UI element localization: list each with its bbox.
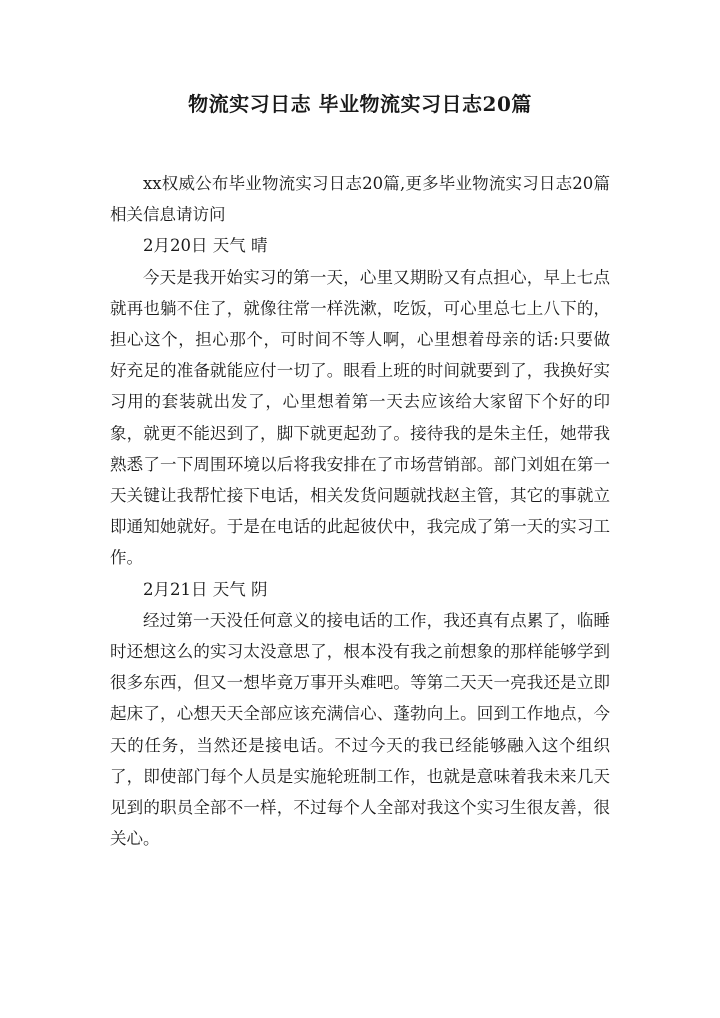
entry-paragraph: 今天是我开始实习的第一天，心里又期盼又有点担心，早上七点就再也躺不住了，就像往常一样洗漱，吃饭，可心里总七上八下的，担心这个，担心那个，可时间不等人啊，心里想着母亲的话:只要做好充足的准备就能应付一切了。眼看上班的时间就要到了，我换好实习用的套装就出发了，心里想着第一天去应该给大家留下个好的印象，就更不能迟到了，脚下就更起劲了。接待我的是朱主任，她带我熟悉了一下周围环境以后将我安排在了市场营销部。部门刘姐在第一天关键让我帮忙接下电话，相关发货问题就找赵主管，其它的事就立即通知她就好。于是在电话的此起彼伏中，我完成了第一天的实习工作。 xyxy=(110,267,610,568)
intro-paragraph: xx权威公布毕业物流实习日志20篇,更多毕业物流实习日志20篇相关信息请访问 xyxy=(110,174,610,225)
entry-date: 2月21日 天气 阴 xyxy=(143,579,268,599)
page-title: 物流实习日志 毕业物流实习日志20篇 xyxy=(188,92,532,116)
entry-paragraph: 经过第一天没任何意义的接电话的工作，我还真有点累了，临睡时还想这么的实习太没意思了，根本没有我之前想象的那样能够学到很多东西，但又一想毕竟万事开头难吧。等第二天天一亮我还是立即起床了，心想天天全部应该充满信心、蓬勃向上。回到工作地点，今天的任务，当然还是接电话。不过今天的我已经能够融入这个组织了，即使部门每个人员是实施轮班制工作，也就是意味着我未来几天见到的职员全部不一样，不过每个人全部对我这个实习生很友善，很关心。 xyxy=(110,610,610,849)
entry-date: 2月20日 天气 晴 xyxy=(143,236,268,256)
document-body xyxy=(110,168,610,854)
